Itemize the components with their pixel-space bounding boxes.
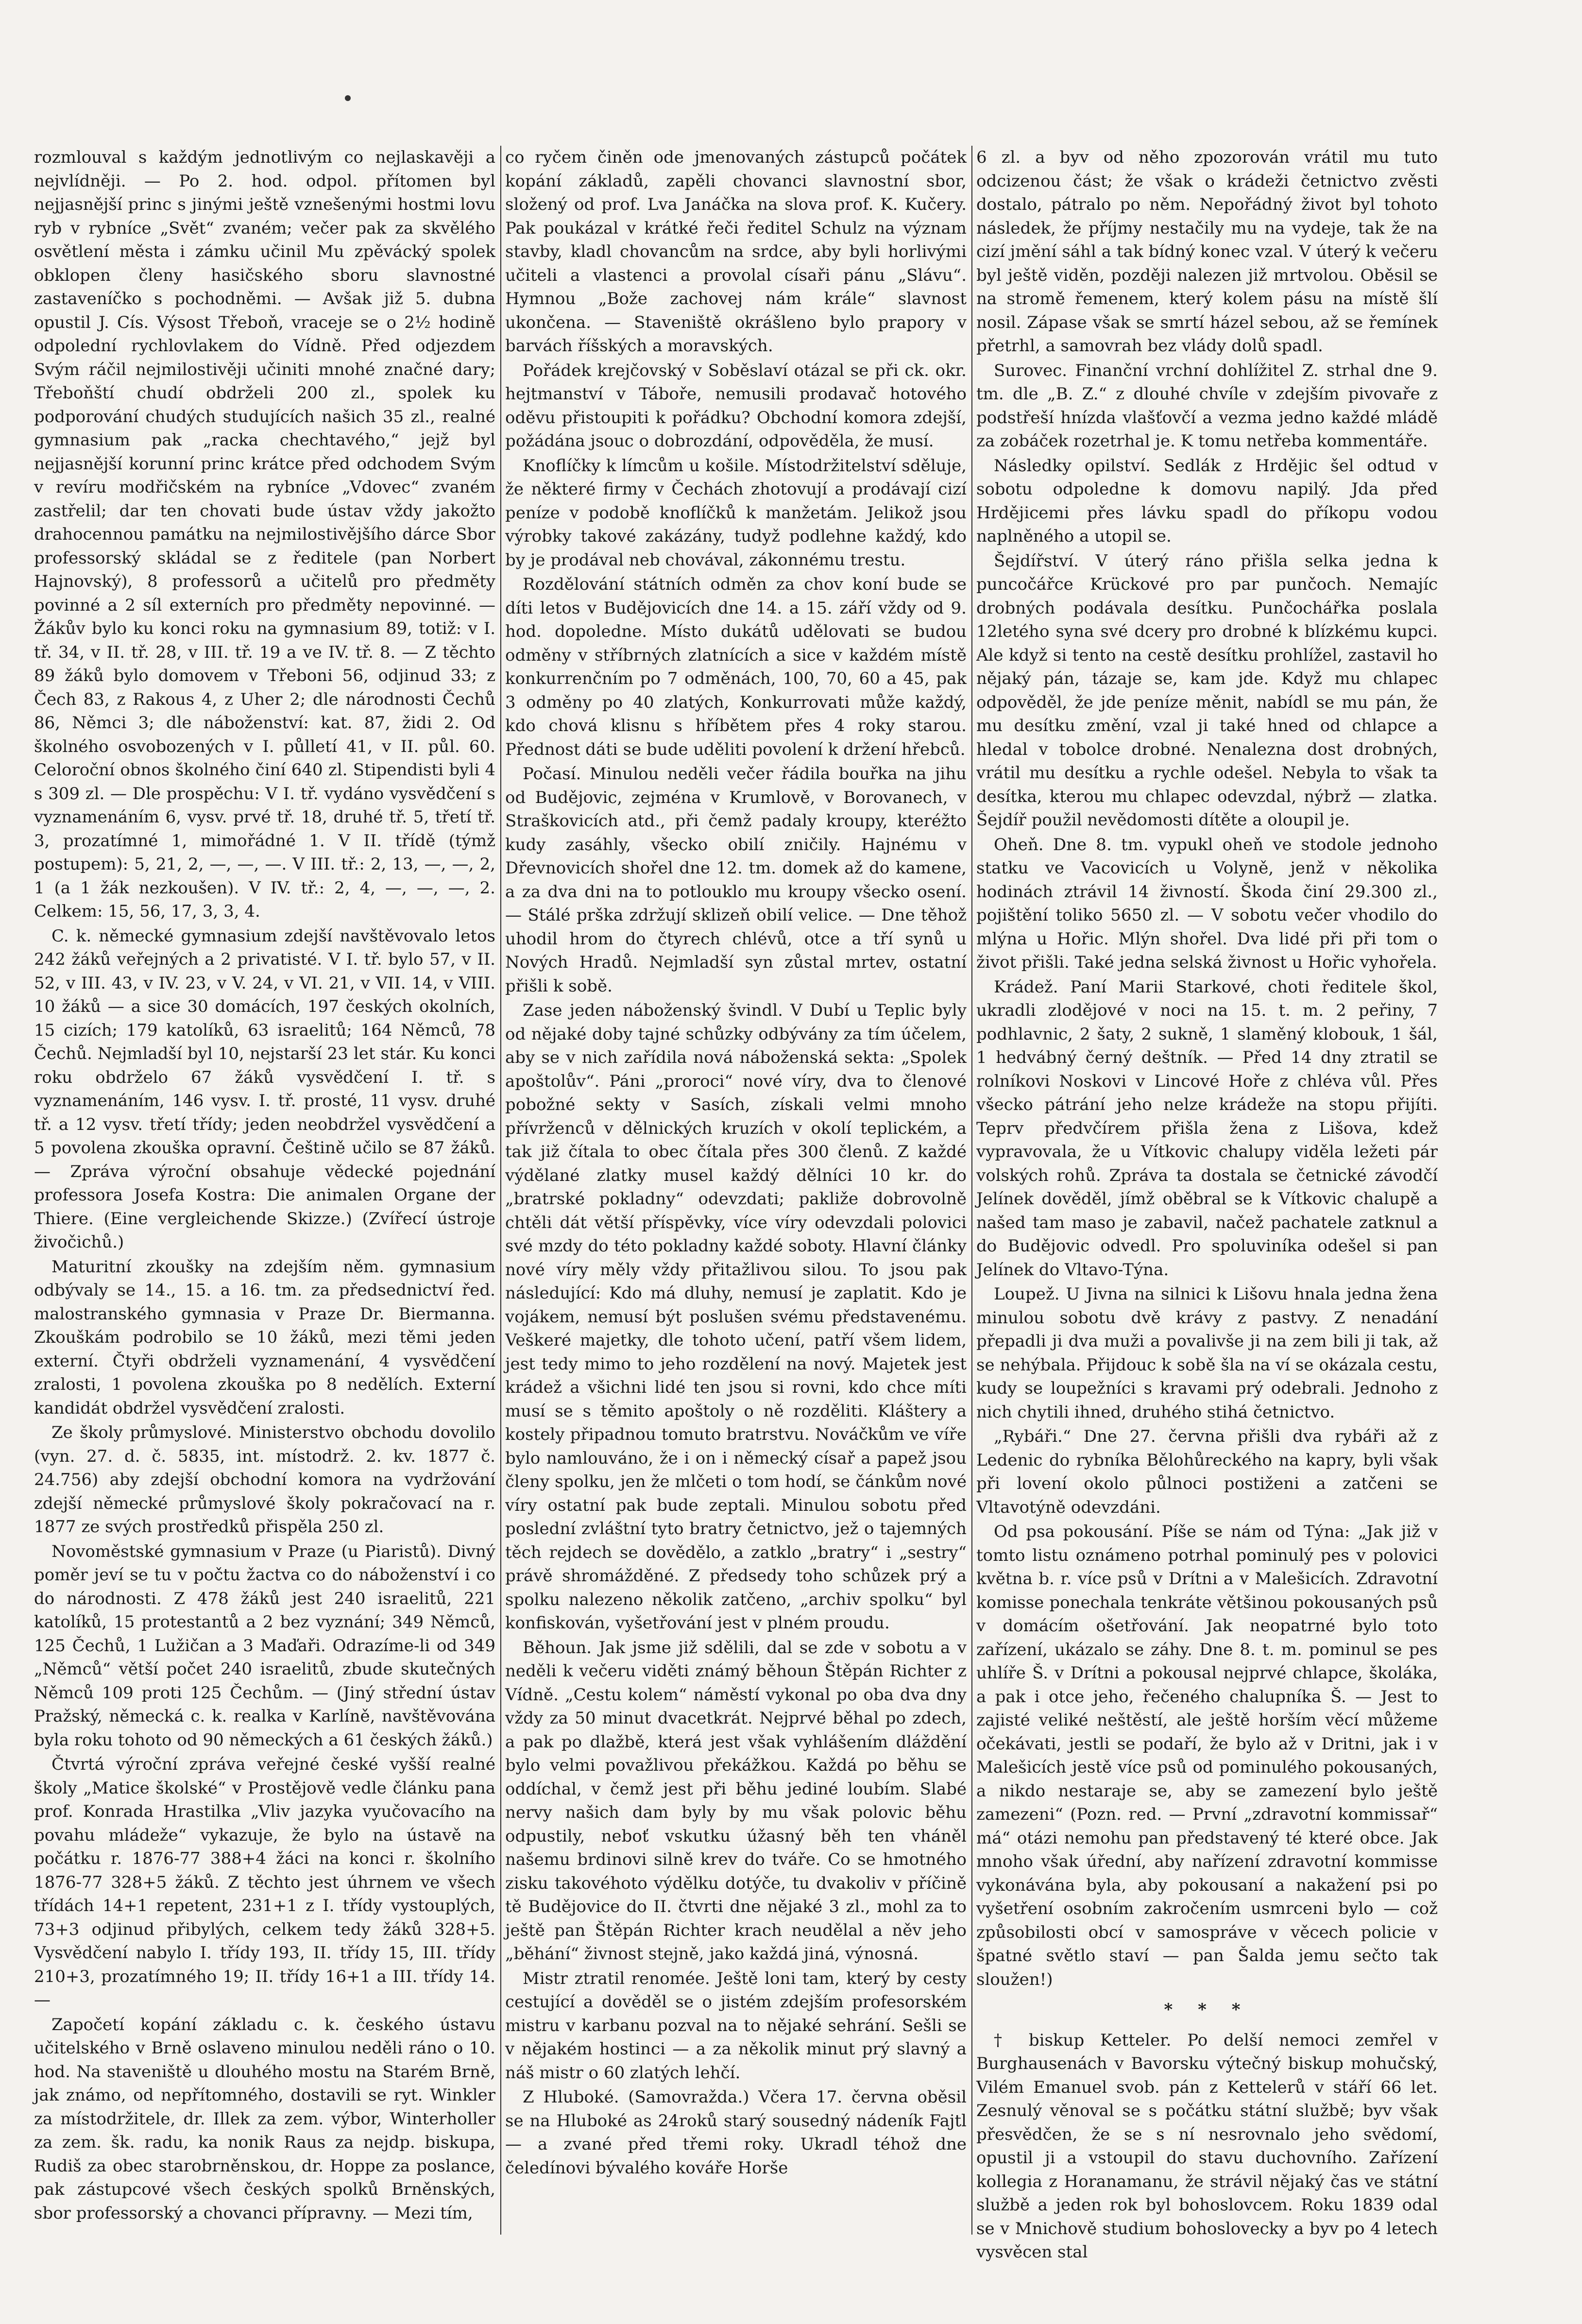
- column-divider: [971, 146, 972, 2235]
- article-paragraph: Ze školy průmyslové. Ministerstvo obchodu dovolilo (vyn. 27. d. č. 5835, int. místodrž. 2. kv. 1877 č. 24.756) aby zdejší obchodní komora na vydržování zdejší německé průmyslové školy pokračovací na r. 1877 ze svých prostředků přispěla 250 zl.: [34, 1423, 495, 1537]
- section-asterism: * * *: [1164, 2000, 1250, 2019]
- article-paragraph: Šejdířství. V úterý ráno přišla selka jedna k puncočářce Krückové pro par punčoch. Nemajíc drobných podávala desítku. Punčochářka poslala 12letého syna své dcery pro drobné k blízkému kupci. Ale když si tento na cestě desítku prohlížel, zastavil ho nějaký pán, tázaje se, kam jde. Když mu chlapec odpověděl, že jde peníze měnit, nabídl se mu pán, že mu desítku změní, vzal ji také hned od chlapce a hledal v tobolce drobné. Nenalezna dost drobných, vrátil mu desítku a rychle odešel. Nebyla to však ta desítka, kterou mu chlapec odevzdal, nýbrž — zlatka. Šejdíř použil nevědomosti dítěte a oloupil je.: [976, 551, 1438, 830]
- article-paragraph: C. k. německé gymnasium zdejší navštěvovalo letos 242 žáků veřejných a 2 privatisté. V I. tř. bylo 57, v II. 52, v III. 43, v IV. 23, v V. 24, v VI. 21, v VII. 14, v VIII. 10 žáků — a sice 30 domácích, 197 českých okolních, 15 cizích; 179 katolíků, 63 israelitů; 164 Němců, 78 Čechů. Nejmladší byl 10, nejstarší 23 let stár. Ku konci roku obdrželo 67 žáků vysvědčení I. tř. s vyznamenáním, 146 vysv. I. tř. prosté, 11 vysv. druhé tř. a 12 vysv. třetí třídy; jeden neobdržel vysvědčení a 5 povolena zkouška opravní. Češtině učilo se 87 žáků. — Zpráva výroční obsahuje vědecké pojednání professora Josefa Kostra: Die animalen Organe der Thiere. (Eine vergleichende Skizze.) (Zvířecí ústroje živočichů.): [34, 926, 495, 1252]
- article-paragraph: Knoflíčky k límcům u košile. Místodržitelství sděluje, že některé firmy v Čechách zhotovují a prodávají cizí peníze v podobě knoflíčků k manžetám. Jelikož jsou výrobky takové zakázány, tudyž podlehne každý, kdo by je prodával neb chovával, zákonnému trestu.: [505, 456, 967, 570]
- article-paragraph: „Rybáři.“ Dne 27. června přišli dva rybáři až z Ledenic do rybníka Bělohůreckého na kapry, byli však při lovení okolo půlnoci postiženi a zatčeni se Vltavotýně odevzdáni.: [976, 1427, 1438, 1517]
- article-paragraph: co ryčem činěn ode jmenovaných zástupců počátek kopání základů, zapěli chovanci slavnostní sbor, složený od prof. Lva Janáčka na slova prof. K. Kučery. Pak poukázal v krátké řeči ředitel Schulz na význam stavby, kladl chovancům na srdce, aby byli horlivými učiteli a vlastenci a provolal císaři pánu „Slávu“. Hymnou „Bože zachovej nám krále“ slavnost ukončena. — Staveniště okrášleno bylo prapory v barvách říšských a moravských.: [505, 148, 967, 356]
- column-3: [976, 146, 1438, 2262]
- article-paragraph: Krádež. Paní Marii Starkové, choti ředitele škol, ukradli zlodějové v noci na 15. t. m. 2 peřiny, 7 podhlavnic, 2 šaty, 2 sukně, 1 slaměný klobouk, 1 šál, 1 hedvábný černý deštník. — Před 14 dny ztratil se rolníkovi Noskovi v Lincové Hoře z chléva vůl. Přes všecko pátrání jeho nelze krádeže na stopu přijíti. Teprv předvčírem přišla žena z Lišova, kdež vypravovala, že u Vítkovic chalupy viděla ležeti pár volských rohů. Zpráva ta dostala se četnické závodčí Jelínek dověděl, jímž oběbral se k Vítkovic chalupě a našed tam maso je zabavil, načež pachatele zatknul a do Budějovic odvedl. Pro spoluviníka odešel si pan Jelínek do Vltavo-Týna.: [976, 977, 1438, 1280]
- column-1: [34, 146, 495, 2235]
- article-paragraph: † biskup Ketteler. Po delší nemoci zemřel v Burghausenách v Bavorsku výtečný biskup mohučský, Vilém Emanuel svob. pán z Kettelerů v stáří 66 let. Zesnulý věnoval se s počátku státní službě; byv však přesvědčen, že se s ní nesrovnalo jeho svědomí, opustil ji a vstoupil do stavu duchovního. Zařízení kollegia z Horanamanu, že strávil nějaký čas ve státní službě a jeden rok byl bohoslovcem. Roku 1839 odal se v Mnichově studium bohoslovecky a byv po 4 letech vysvěcen stal: [976, 2030, 1438, 2262]
- article-paragraph: Mistr ztratil renomée. Ještě loni tam, který by cesty cestující a dověděl se o jistém zdejším profesorském mistru v karbanu pozval na to nějaké sehrání. Sešli se v nějakém hostinci — a za několik minut prý slavný a náš mistr o 60 zlatých lehčí.: [505, 1968, 967, 2083]
- column-divider: [500, 146, 501, 2235]
- newspaper-page: [34, 146, 1438, 2262]
- article-paragraph: Novoměstské gymnasium v Praze (u Piaristů). Divný poměr jeví se tu v počtu žactva co do náboženství i co do národnosti. Z 478 žáků jest 240 israelitů, 221 katolíků, 15 protestantů a 2 bez vyznání; 349 Němců, 125 Čechů, 1 Lužičan a 3 Maďaři. Odrazíme-li od 349 „Němců“ větší počet 240 israelitů, zbude skutečných Němců 109 proti 125 Čechům. — (Jiný střední ústav Pražský, německá c. k. realka v Karlíně, navštěvována byla roku tohoto od 90 německých a 61 českých žáků.): [34, 1541, 495, 1750]
- article-paragraph: Oheň. Dne 8. tm. vypukl oheň ve stodole jednoho statku ve Vacovicích u Volyně, jenž v několika hodinách ztrávil 14 živností. Škoda činí 29.300 zl., pojištění toliko 5650 zl. — V sobotu večer vhodilo do mlýna u Hořic. Mlýn shořel. Dva lidé při při tom o život přišli. Také jedna selská živnost u Hořic vyhořela.: [976, 835, 1438, 972]
- article-paragraph: Od psa pokousání. Píše se nám od Týna: „Jak již v tomto listu oznámeno potrhal pominulý pes v polovici května b. r. více psů v Drítni a v Malešicích. Zdravotní komisse ponechala tenkráte většinou pokousaných psů v domácím ošetřování. Jak neopatrné bylo toto zařízení, ukázalo se záhy. Dne 8. t. m. pominul se pes uhlíře Š. v Drítni a pokousal nejprvé chlapce, školáka, a pak i otce jeho, řečeného chalupníka Š. — Jest to zajisté veliké neštěstí, ale ještě horším věcí můžeme očekávati, jestli se podaří, že bylo až v Dritni, jak i v Malešicích jestě více psů od pominulého pokousaných, a nikdo nestaraje se, aby se zamezení bylo ještě zamezeni“ (Pozn. red. — První „zdravotní kommissař“ má“ otázi nemohu pan představený té které obce. Jak mnoho však úřední, aby nařízení zdravotní kommisse vykonávána byla, aby pokousaní a nakažení psi po vyšetření osobním zakročením usmrceni bylo — což způsobilosti obcí v samospráve v věcech policie v špatné světlo staví — pan Šalda jemu sečto tak sloužen!): [976, 1522, 1438, 1989]
- article-paragraph: Počasí. Minulou neděli večer řádila bouřka na jihu od Budějovic, zejména v Krumlově, v Borovanech, v Straškovicích atd., při čemž padaly kroupy, kteréžto kudy zasáhly, všecko obilí zničily. Hajnému v Dřevnovicích shořel dne 12. tm. domek až do kamene, a za dva dni na to potlouklo mu kroupy všecko osení. — Stálé prška zdržují sklizeň obilí velice. — Dne těhož uhodil hrom do čtyrech chlévů, otce a tří synů u Nových Hradů. Nejmladší syn zůstal mrtev, ostatní přišli k sobě.: [505, 764, 967, 996]
- article-paragraph: Čtvrtá výroční zpráva veřejné české vyšší realné školy „Matice školské“ v Prostějově vedle článku pana prof. Konrada Hrastilka „Vliv jazyka vyučovacího na povahu mládeže“ vykazuje, že bylo na ústavě na počátku r. 1876-77 388+4 žáci na konci r. školního 1876-77 328+5 žáků. Z těchto jest úhrnem ve všech třídách 14+1 repetent, 231+1 z I. třídy vystouplých, 73+3 odjinud přibylých, celkem tedy žáků 328+5. Vysvědčení nabylo I. třídy 193, II. třídy 15, III. třídy 210+3, prozatímného 19; II. třídy 16+1 a III. třídy 14. —: [34, 1755, 495, 2010]
- article-paragraph: Následky opilství. Sedlák z Hrdějic šel odtud v sobotu odpoledne k domovu napilý. Jda před Hrdějicemi přes lávku spadl do příkopu vodou naplněného a utopil se.: [976, 456, 1438, 546]
- article-paragraph: 6 zl. a byv od něho zpozorován vrátil mu tuto odcizenou část; že však o krádeži četnictvo zvěsti dostalo, pátralo po něm. Nepořádný život byl tohoto následek, že příjmy nestačily mu na vydeje, tak že na cizí jmění sáhl a tak bídný konec vzal. V úterý k večeru byl ještě viděn, později nalezen již mrtvolou. Oběsil se na stromě řemenem, který kolem pásu na místě šlí nosil. Zápase však se smrtí házel sebou, až se řemínek přetrhl, a samovrah bez vlády dolů spadl.: [976, 148, 1438, 356]
- article-paragraph: Běhoun. Jak jsme již sdělili, dal se zde v sobotu a v neděli k večeru viděti známý běhoun Štěpán Richter z Vídně. „Cestu kolem“ náměstí vykonal po oba dva dny vždy za 50 minut dvacetkrát. Nejprvé běhal po zdech, a pak po dlažbě, která jest však vyhlášením dláždění bylo velmi považlivou překážkou. Každá po běhu se oddíchal, v čemž jest při běhu jediné loubím. Slabé nervy našich dam byly by mu však polovic běhu odpustily, neboť vskutku úžasný běh ten vháněl našemu brdinovi silně krev do tváře. Co se hmotného zisku takovéhoto výdělku dotýče, tu dvakoliv v příčině tě Budějovice do II. čtvrti dne nějaké 3 zl., mohl za to ještě pan Štěpán Richter krach neudělal a něv jeho „běhání“ živnost stejně, jako každá jiná, výnosná.: [505, 1638, 967, 1964]
- article-paragraph: Surovec. Finanční vrchní dohlížitel Z. strhal dne 9. tm. dle „B. Z.“ z dlouhé chvíle v zdejším pivovaře z podstřeší hnízda vlašťovčí a vezma jedno každé mládě za zobáček rozetrhal je. K tomu netřeba kommentáře.: [976, 360, 1438, 451]
- article-paragraph: Rozdělování státních odměn za chov koní bude se díti letos v Budějovicích dne 14. a 15. září vždy od 9. hod. dopoledne. Místo dukátů udělovati se budou odměny v stříbrných zlatnících a sice v každém místě konkurrenčním po 7 odměnách, 100, 70, 60 a 45, pak 3 odměny po 40 zlatých, Konkurrovati může každý, kdo chová klisnu s hříbětem přes 4 roky starou. Přednost dáti se bude uděliti povolení k držení hřebců.: [505, 575, 967, 759]
- article-paragraph: Pořádek krejčovský v Soběslaví otázal se při ck. okr. hejtmanství v Táboře, nemusili prodavač hotového oděvu přistoupiti k pořádku? Obchodní komora zdejší, požádána jsouc o dobrozdání, odpověděla, že musí.: [505, 360, 967, 451]
- article-paragraph: rozmlouval s každým jednotlivým co nejlaskavěji a nejvlídněji. — Po 2. hod. odpol. přítomen byl nejjasnější princ s jinými ještě vznešenými hostmi lovu ryb v rybníce „Svět“ zvaném; večer pak za skvělého osvětlení města i zámku učinil Mu zpěvácký spolek obklopen členy hasičského sboru slavnostné zastaveníčko s pochodněmi. — Avšak již 5. dubna opustil J. Cís. Výsost Třeboň, vraceje se o 2½ hodině odpolední rychlovlakem do Vídně. Před odjezdem Svým ráčil nejmilostivěji učiniti mnohé značné dary; Třeboňští chudí obdrželi 200 zl., spolek ku podporování chudých studujících našich 35 zl., realné gymnasium pak „racka chechtavého,“ jejž byl nejjasnější korunní princ krátce před odchodem Svým v revíru modřičském na rybníce „Vdovec“ zvaném zastřelil; dar ten chovati bude ústav vždy jakožto drahocennou památku na nejmilostivějšího dárce Sbor professorský skládal se z ředitele (pan Norbert Hajnovský), 8 professorů a učitelů pro předměty povinné a 2 síl externích pro předměty nepovinné. — Žákův bylo ku konci roku na gymnasium 89, totiž: v I. tř. 34, v II. tř. 28, v III. tř. 19 a ve IV. tř. 8. — Z těchto 89 žáků bylo domovem v Třeboni 56, odjinud 33; z Čech 83, z Rakous 4, z Uher 2; dle národnosti Čechů 86, Němci 3; dle náboženství: kat. 87, židi 2. Od školného osvobozených v I. půlletí 41, v II. půl. 60. Celoroční obnos školného činí 640 zl. Stipendisti byli 4 s 309 zl. — Dle prospěchu: V I. tř. vydáno vysvědčení s vyznamenáním 6, vysv. prvé tř. 18, druhé tř. 5, třetí tř. 3, prozatímné 1, mimořádné 1. V II. třídě (týmž postupem): 5, 21, 2, —, —, —. V III. tř.: 2, 13, —, —, 2, 1 (a 1 žák nezkoušen). V IV. tř.: 2, 4, —, —, —, 2. Celkem: 15, 56, 17, 3, 3, 4.: [34, 148, 495, 921]
- print-dot: [345, 95, 351, 101]
- article-paragraph: Loupež. U Jivna na silnici k Lišovu hnala jedna žena minulou sobotu dvě krávy z pastvy. Z nenadání přepadli ji dva muži a povalivše ji na zem bili ji tak, až se nehýbala. Přijdouc k sobě šla na ví se okázala cestu, kudy se loupežníci s kravami prý odebrali. Jednoho z nich chytili ihned, druhého stihá četnictvo.: [976, 1284, 1438, 1422]
- article-paragraph: Maturitní zkoušky na zdejším něm. gymnasium odbývaly se 14., 15. a 16. tm. za předsednictví řed. malostranského gymnasia v Praze Dr. Biermanna. Zkouškám podrobilo se 10 žáků, mezi těmi jeden externí. Čtyři obdrželi vyznamenání, 4 vysvědčení zralosti, 1 povolena zkouška po 8 nedělích. Externí kandidát obdržel vysvědčení zralosti.: [34, 1257, 495, 1418]
- article-paragraph: Z Hluboké. (Samovražda.) Včera 17. června oběsil se na Hluboké as 24roků starý sousedný nádeník Fajtl — a zvané před třemi roky. Ukradl téhož dne čeledínovi bývalého kováře Horše: [505, 2087, 967, 2178]
- article-paragraph: Zase jeden náboženský švindl. V Dubí u Teplic byly od nějaké doby tajné schůzky odbývány za tím účelem, aby se v nich zařídila nová náboženská sekta: „Spolek apoštolův“. Páni „proroci“ nové víry, dva to členové pobožné sekty v Sasích, získali velmi mnoho přívrženců v dělnických kruzích v okolí teplickém, a tak již čítala to obec čítala přes 300 členů. Z každé výdělané zlatky musel každý dělníci 10 kr. do „bratrské pokladny“ odevzdati; pakliže dobrovolně chtěli dát větší příspěvky, více víry odevzdali polovici své mzdy do této pokladny každé soboty. Hlavní články nové víry měly vždy přitažlivou silou. To jsou pak následující: Kdo má dluhy, nemusí je zaplatit. Kdo je vojákem, nemusí být poslušen svému představenému. Veškeré majetky, dle tohoto učení, patří všem lidem, jest tedy mimo to jeho rozdělení na nový. Majetek jest krádež a všichni lidé ten jsou si rovni, kdo chce míti musí se s těmito apoštoly o ně rozděliti. Kláštery a kostely připadnou tomuto bratrstvu. Nováčkům ve víře bylo namlouváno, že i on i německý císař a papež jsou členy spolku, jen že mlčeti o tom hodí, se čánkům nové víry ostatní pak bude zeptali. Minulou sobotu před poslední zvláštní tyto bratry četnictvo, jež o tajemných těch rejdech se dovědělo, a zatklo „bratry“ i „sestry“ právě shromážděné. Z předsedy toho schůzek prý a spolku nalezeno několik zatčeno, „archiv spolku“ byl konfiskován, vyšetřování jest v plném proudu.: [505, 1001, 967, 1633]
- article-paragraph: Započetí kopání základu c. k. českého ústavu učitelského v Brně oslaveno minulou neděli ráno o 10. hod. Na staveniště u dlouhého mostu na Starém Brně, jak známo, od nepřítomného, dostavili se ryt. Winkler za místodržitele, dr. Illek za zem. výbor, Winterholler za zem. šk. radu, ka nonik Raus za nejdp. biskupa, Rudiš za obec starobrněnskou, dr. Hoppe za poslance, pak zástupcové všech českých spolků Brněnských, sbor professorský a chovanci přípravny. — Mezi tím,: [34, 2015, 495, 2223]
- column-2: [505, 146, 967, 2235]
